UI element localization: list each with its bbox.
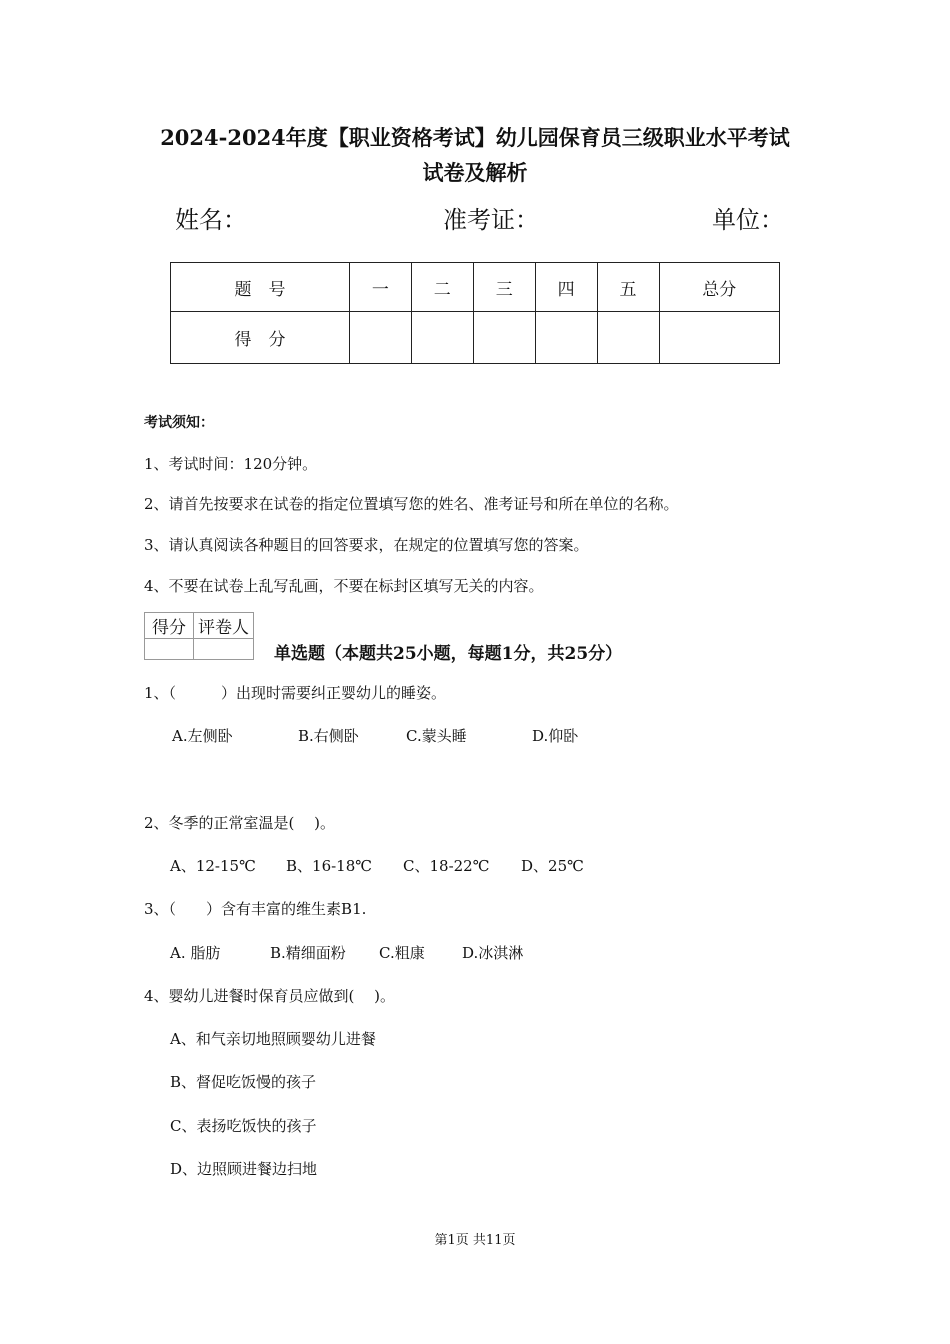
grader-reviewer-label: 评卷人 [194,613,254,639]
question-option: C.蒙头睡 [406,727,467,745]
question-option: A. 脂肪 [170,944,221,962]
score-table-cell: 二 [411,263,473,312]
score-table-cell: 三 [473,263,535,312]
question-option: B.精细面粉 [270,944,346,962]
question-option: B.右侧卧 [298,727,359,745]
score-table [170,262,780,364]
question-option: C.粗康 [379,944,425,962]
notice-item: 3、请认真阅读各种题目的回答要求，在规定的位置填写您的答案。 [144,536,589,554]
exam-id-field-label: 准考证： [443,206,539,234]
question-option: B、督促吃饭慢的孩子 [170,1073,317,1091]
question-option: D.仰卧 [532,727,579,745]
score-entry-cell[interactable] [349,312,411,364]
notice-heading: 考试须知： [144,415,214,431]
question-option: D.冰淇淋 [462,944,524,962]
question-stem: 3、（ ）含有丰富的维生素B1. [144,900,367,918]
grader-reviewer-cell[interactable] [194,639,254,660]
question-stem: 2、冬季的正常室温是( )。 [144,814,336,832]
score-entry-cell[interactable] [659,312,779,364]
question-option: A、和气亲切地照顾婴幼儿进餐 [170,1030,376,1048]
candidate-fields [175,200,785,240]
question-option: B、16-18℃ [286,857,373,875]
question-option: D、边照顾进餐边扫地 [170,1160,318,1178]
notice-item: 2、请首先按要求在试卷的指定位置填写您的姓名、准考证号和所在单位的名称。 [144,495,679,513]
score-entry-cell[interactable] [535,312,597,364]
question-option: C、表扬吃饭快的孩子 [170,1117,317,1135]
document-title-line2: 试卷及解析 [422,160,528,185]
score-table-cell: 四 [535,263,597,312]
question-stem: 4、婴幼儿进餐时保育员应做到( )。 [144,987,396,1005]
document-title-line1: 2024-2024年度【职业资格考试】幼儿园保育员三级职业水平考试 [160,125,790,150]
grader-score-label: 得分 [145,613,194,639]
score-table-cell: 总分 [659,263,779,312]
page-footer: 第1页 共11页 [434,1233,516,1248]
question-option: A、12-15℃ [170,857,256,875]
grader-score-cell[interactable] [145,639,194,660]
section-heading: 单选题（本题共25小题，每题1分，共25分） [274,644,623,664]
grader-box [144,612,254,660]
score-table-cell: 一 [349,263,411,312]
score-table-cell: 题 号 [171,263,350,312]
question-stem: 1、（ ）出现时需要纠正婴幼儿的睡姿。 [144,684,447,702]
question-option: C、18-22℃ [403,857,490,875]
score-entry-cell[interactable] [411,312,473,364]
score-table-cell: 得 分 [171,312,350,364]
question-option: D、25℃ [521,857,584,875]
score-table-cell: 五 [597,263,659,312]
question-option: A.左侧卧 [172,727,233,745]
score-entry-cell[interactable] [473,312,535,364]
name-field-label: 姓名： [175,206,247,234]
score-table-score-row [171,312,780,364]
score-entry-cell[interactable] [597,312,659,364]
notice-item: 1、考试时间：120分钟。 [144,455,318,473]
unit-field-label: 单位： [712,206,784,234]
notice-item: 4、不要在试卷上乱写乱画，不要在标封区填写无关的内容。 [144,577,544,595]
score-table-header-row [171,263,780,312]
